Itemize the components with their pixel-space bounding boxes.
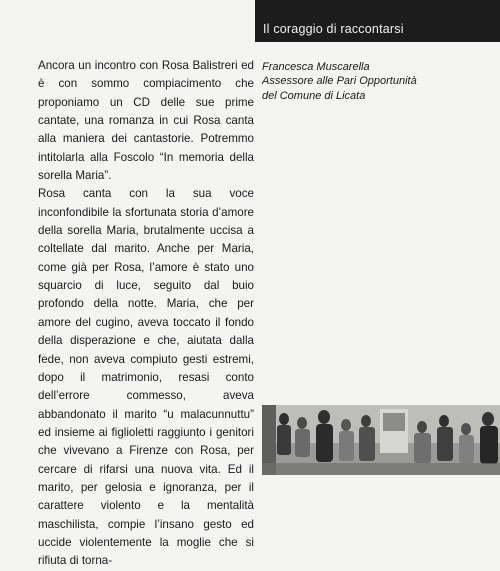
- author-name: Francesca Muscarella: [262, 61, 370, 73]
- paragraph: Ancora un incontro con Rosa Balistreri ed è con sommo compiacimento che proponiamo un CD delle sue prime cantate, una romanza in cui Rosa canta alla maniera dei cantastorie. Potremmo intitolarla alla Foscolo “In memoria della sorella Maria”.: [38, 59, 254, 183]
- historical-photo: [262, 405, 500, 475]
- author-office: del Comune di Licata: [262, 89, 366, 102]
- section-header-bar: [255, 0, 500, 42]
- section-title: Il coraggio di raccontarsi: [263, 22, 404, 36]
- author-role: Assessore alle Pari Opportunità: [262, 75, 417, 88]
- article-body: [38, 57, 254, 571]
- author-credit: [262, 60, 492, 103]
- paragraph: Rosa canta con la sua voce inconfondibile la sfortunata storia d’amore della sorella Maria, brutalmente uccisa a coltellate dal marito. Anche per Maria, come già per Rosa, l’amore è stato uno squarcio di luce, seguito dal buio profondo della notte. Maria, che per amore del cugino, aveva toccato il fondo della disperazione e che, aiutata dalla fede, non aveva compiuto gesti estremi, dopo il matrimonio, resasi conto dell’errore commesso, aveva abbandonato il marito “u malacunnuttu” ed insieme ai figlioletti raggiunto i genitori che vivevano a Firenze con Rosa, per cercare di rifarsi una nuova vita. Ed il marito, per gelosia e ignoranza, per il carattere violento e la mentalità maschilista, compie l’insano gesto ed uccide violentemente la moglie che si rifiuta di torna-: [38, 187, 254, 568]
